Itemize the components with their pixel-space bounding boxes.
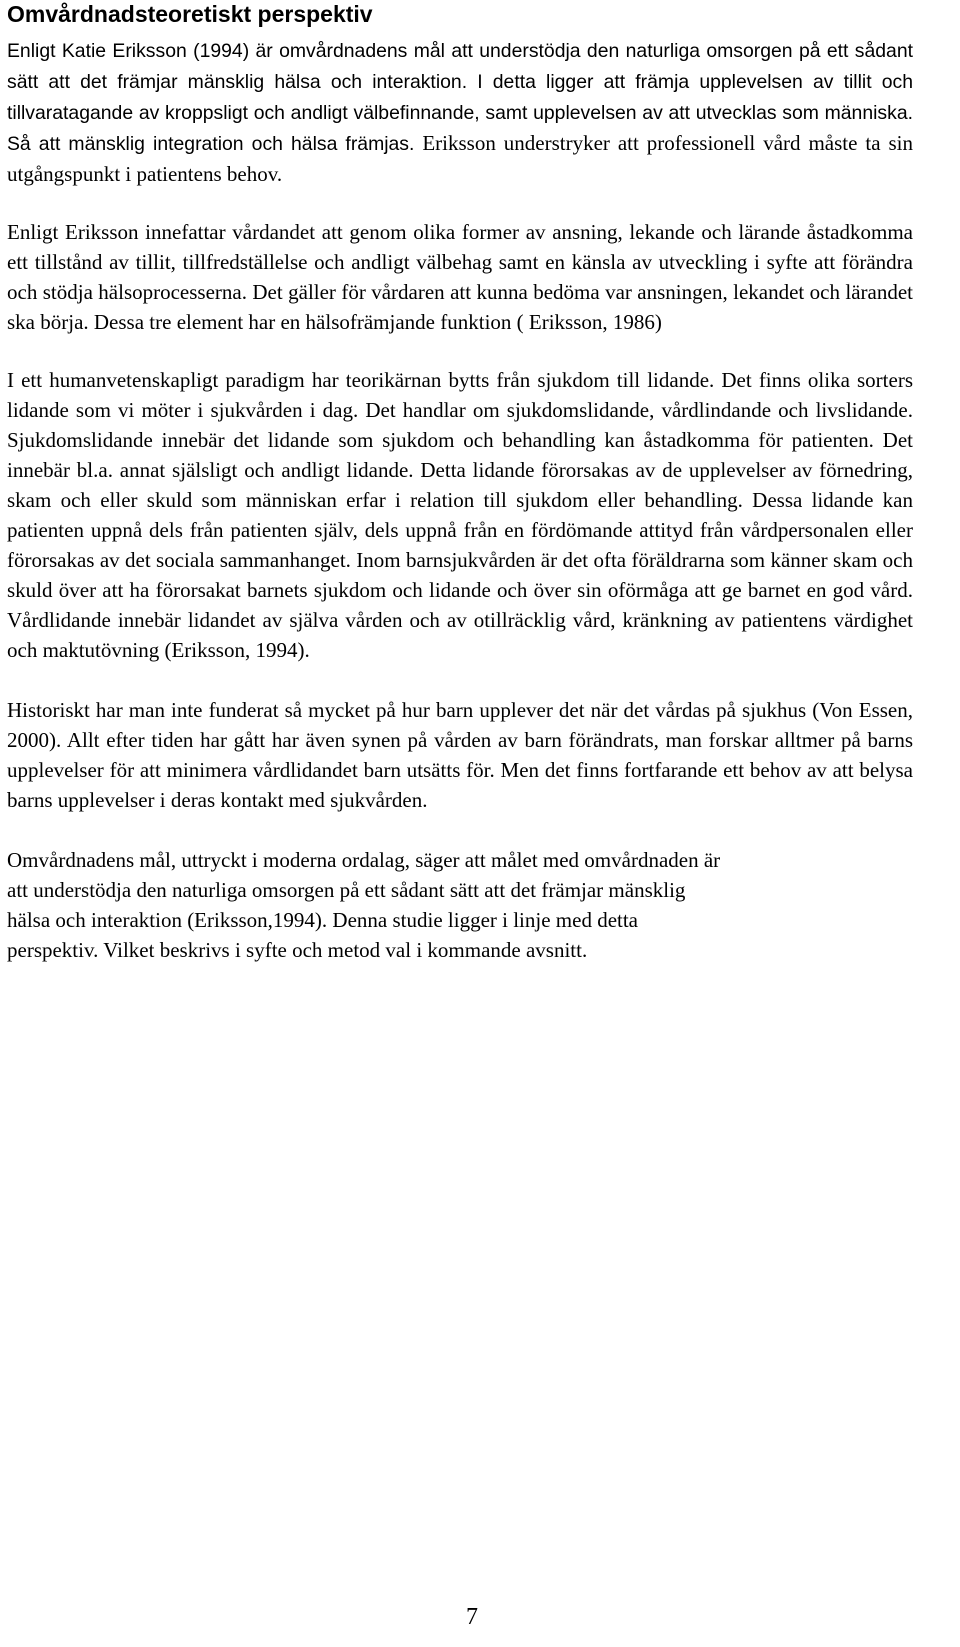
paragraph-eriksson-goal-serif: Eriksson understryker att professionell vård måste ta sin utgångspunkt i patientens behov. <box>7 131 913 186</box>
paragraph-caring: Enligt Eriksson innefattar vårdandet att genom olika former av ansning, lekande och lärande åstadkomma ett tillstånd av tillit, tillfredställelse och andligt välbehag samt en känsla av utveckling i syfte att förändra och stödja hälsoprocesserna. Det gäller för vårdaren att kunna bedöma var ansningen, lekandet och lärandet ska börja. Dessa tre element har en hälsofrämjande funktion ( Eriksson, 1986) <box>7 220 913 334</box>
document-page <box>7 0 913 965</box>
paragraph-perspective-line: hälsa och interaktion (Eriksson,1994). Denna studie ligger i linje med detta <box>7 908 639 932</box>
paragraph-perspective-line: att understödja den naturliga omsorgen på ett sådant sätt att det främjar mänsklig <box>7 878 686 902</box>
paragraph-perspective <box>7 845 913 965</box>
paragraph-history: Historiskt har man inte funderat så mycket på hur barn upplever det när det vårdas på sjukhus (Von Essen, 2000). Allt efter tiden har gått har även synen på vården av barn förändrats, man forskar alltmer på barns upplevelser för att minimera vårdlidandet barn utsätts för. Men det finns fortfarande ett behov av att belysa barns upplevelser i deras kontakt med sjukvården. <box>7 698 913 812</box>
page-number: 7 <box>466 1604 478 1630</box>
paragraph-perspective-line: perspektiv. Vilket beskrivs i syfte och metod val i kommande avsnitt. <box>7 938 588 962</box>
paragraph-eriksson-goal <box>7 35 913 189</box>
section-heading: Omvårdnadsteoretiskt perspektiv <box>7 1 373 27</box>
paragraph-suffering: I ett humanvetenskapligt paradigm har teorikärnan bytts från sjukdom till lidande. Det finns olika sorters lidande som vi möter i sjukvården i dag. Det handlar om sjukdomslidande, vårdlindande och livslidande. Sjukdomslidande innebär det lidande som sjukdom och behandling kan åstadkomma för patienten. Det innebär bl.a. annat själsligt och andligt lidande. Detta lidande förorsakas av de upplevelser av förnedring, skam och eller skuld som människan erfar i relation till sjukdom eller behandling. Dessa lidande kan patienten uppnå dels från patienten själv, dels uppnå från en fördömande attityd från vårdpersonalen eller förorsakas av det sociala sammanhanget. Inom barnsjukvården är det ofta föräldrarna som känner skam och skuld över att ha förorsakat barnets sjukdom och lidande och över sin oförmåga att ge barnet en god vård. Vårdlidande innebär lidandet av själva vården och av otillräcklig vård, kränkning av patientens värdighet och maktutövning (Eriksson, 1994). <box>7 368 913 662</box>
paragraph-perspective-line: Omvårdnadens mål, uttryckt i moderna ordalag, säger att målet med omvårdnaden är <box>7 848 721 872</box>
paragraph-eriksson-goal-sans: Enligt Katie Eriksson (1994) är omvårdnadens mål att understödja den naturliga omsorgen på ett sådant sätt att det främjar mänsklig hälsa och interaktion. I detta ligger att främja upplevelsen av tillit och tillvaratagande av kroppsligt och andligt välbefinnande, samt upplevelsen av att utvecklas som människa. Så att mänsklig integration och hälsa främjas. <box>7 40 913 155</box>
